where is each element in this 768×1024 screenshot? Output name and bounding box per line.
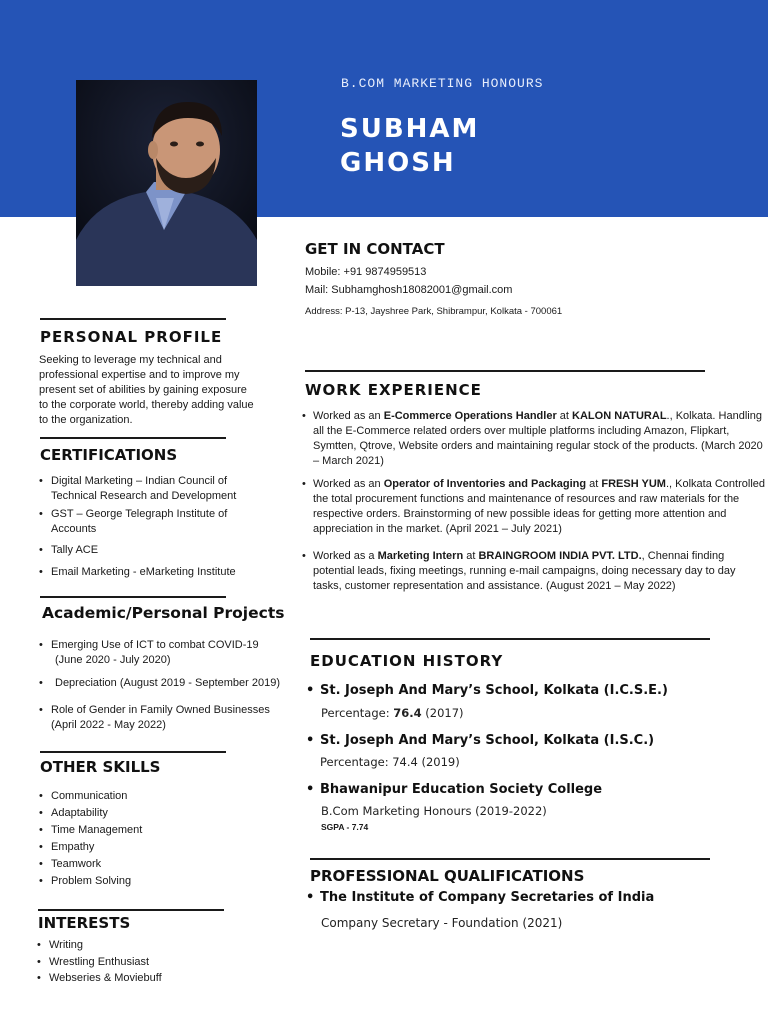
bullet-icon: • bbox=[306, 890, 315, 905]
education-school: • Bhawanipur Education Society College bbox=[306, 782, 603, 797]
bullet-icon: • bbox=[306, 683, 315, 698]
contact-mobile: Mobile: +91 9874959513 bbox=[305, 266, 427, 278]
work-item-text: Worked as an Operator of Inventories and Packaging at FRESH YUM., Kolkata Controlled the total procurement functions and maintenance of resources and raw materials for the respective orders. Brainstorming of new possible ideas for getting more attention and appreciation in the market. (April 2021 – July 2021) bbox=[313, 478, 766, 535]
list-item: • Digital Marketing – Indian Council of Technical Research and Development bbox=[39, 474, 254, 504]
list-item: • Communication bbox=[39, 788, 239, 805]
certifications-list bbox=[39, 474, 254, 580]
list-item: • GST – George Telegraph Institute of Accounts bbox=[39, 507, 254, 537]
work-role: Operator of Inventories and Packaging bbox=[383, 478, 587, 490]
list-item: • Tally ACE bbox=[39, 543, 254, 558]
project-name: • Role of Gender in Family Owned Businesses bbox=[51, 704, 270, 716]
contact-title: GET IN CONTACT bbox=[305, 240, 445, 258]
first-name: SUBHAM bbox=[340, 114, 480, 144]
work-company: BRAINGROOM INDIA PVT. LTD. bbox=[478, 550, 642, 562]
education-title: EDUCATION HISTORY bbox=[310, 652, 504, 670]
projects-title: Academic/Personal Projects bbox=[42, 604, 285, 622]
contact-address: Address: P-13, Jayshree Park, Shibrampur, Kolkata - 700061 bbox=[305, 306, 563, 317]
qualification-org: • The Institute of Company Secretaries of India bbox=[306, 890, 655, 905]
interests-title: INTERESTS bbox=[38, 914, 131, 932]
list-item: • Teamwork bbox=[39, 856, 239, 873]
project-period: (June 2020 - July 2020) bbox=[55, 654, 171, 666]
project-name: • Emerging Use of ICT to combat COVID-19 bbox=[51, 639, 259, 651]
list-item: • Wrestling Enthusiast bbox=[37, 954, 237, 971]
interests-list bbox=[37, 937, 237, 987]
profile-photo bbox=[76, 80, 257, 286]
last-name: GHOSH bbox=[340, 148, 456, 178]
project-name: • Depreciation (August 2019 - September 2019) bbox=[55, 677, 281, 689]
work-role: Marketing Intern bbox=[377, 550, 464, 562]
education-percentage: Percentage: 74.4 (2019) bbox=[320, 755, 460, 769]
education-sgpa: SGPA - 7.74 bbox=[321, 822, 369, 832]
profile-text: Seeking to leverage my technical and professional expertise and to improve my present set of abilities by gaining exposure to the corporate world, thereby adding value to the organization. bbox=[39, 354, 254, 426]
work-item bbox=[302, 549, 766, 594]
list-item: • Adaptability bbox=[39, 805, 239, 822]
section-divider bbox=[310, 638, 710, 640]
list-item bbox=[39, 676, 294, 691]
candidate-name bbox=[340, 112, 479, 180]
work-item bbox=[302, 477, 766, 537]
work-company: KALON NATURAL bbox=[572, 410, 667, 422]
qualifications-title: PROFESSIONAL QUALIFICATIONS bbox=[310, 867, 585, 885]
list-item bbox=[39, 703, 294, 733]
education-percentage: Percentage: 76.4 (2017) bbox=[321, 706, 464, 720]
section-divider bbox=[40, 751, 226, 753]
work-title: WORK EXPERIENCE bbox=[305, 381, 482, 399]
bullet-icon: • bbox=[302, 478, 306, 490]
work-item-text: Worked as a Marketing Intern at BRAINGROOM INDIA PVT. LTD., Chennai finding potential leads, fixing meetings, running e-mail campaigns, doing necessary day to day tasks, customer representation and assistance. (August 2021 – May 2022) bbox=[313, 550, 736, 592]
section-divider bbox=[40, 596, 226, 598]
work-role: E-Commerce Operations Handler bbox=[383, 410, 557, 422]
section-divider bbox=[310, 858, 710, 860]
bullet-icon: • bbox=[306, 733, 315, 748]
work-item bbox=[302, 409, 766, 469]
list-item: • Problem Solving bbox=[39, 873, 239, 890]
list-item: • Webseries & Moviebuff bbox=[37, 970, 237, 987]
profile-title: PERSONAL PROFILE bbox=[40, 328, 223, 346]
education-school: • St. Joseph And Mary’s School, Kolkata (I.S.C.) bbox=[306, 733, 655, 748]
work-item-text: Worked as an E-Commerce Operations Handler at KALON NATURAL., Kolkata. Handling all the E-Commerce related orders over multiple platforms including Amazon, Flipkart, Symtten, Qtrove, Website orders and maintaining regular stock of the products. (March 2020 – March 2021) bbox=[313, 410, 763, 467]
bullet-icon: • bbox=[306, 782, 315, 797]
person-portrait-icon bbox=[76, 80, 257, 286]
list-item: • Writing bbox=[37, 937, 237, 954]
section-divider bbox=[305, 370, 705, 372]
certifications-title: CERTIFICATIONS bbox=[40, 446, 178, 464]
qualification-detail: Company Secretary - Foundation (2021) bbox=[321, 916, 563, 930]
contact-email: Mail: Subhamghosh18082001@gmail.com bbox=[305, 284, 513, 296]
bullet-icon: • bbox=[302, 410, 306, 422]
project-period: (April 2022 - May 2022) bbox=[51, 719, 166, 731]
education-degree: B.Com Marketing Honours (2019-2022) bbox=[321, 804, 547, 818]
list-item bbox=[39, 638, 294, 668]
skills-title: OTHER SKILLS bbox=[40, 758, 161, 776]
list-item: • Time Management bbox=[39, 822, 239, 839]
list-item: • Empathy bbox=[39, 839, 239, 856]
section-divider bbox=[38, 909, 224, 911]
projects-list bbox=[39, 638, 294, 733]
skills-list bbox=[39, 788, 239, 890]
degree-subtitle: B.COM MARKETING HONOURS bbox=[341, 76, 544, 91]
education-school: • St. Joseph And Mary’s School, Kolkata (I.C.S.E.) bbox=[306, 683, 668, 698]
bullet-icon: • bbox=[302, 550, 306, 562]
section-divider bbox=[40, 318, 226, 320]
work-company: FRESH YUM bbox=[601, 478, 666, 490]
list-item: • Email Marketing - eMarketing Institute bbox=[39, 565, 254, 580]
section-divider bbox=[40, 437, 226, 439]
